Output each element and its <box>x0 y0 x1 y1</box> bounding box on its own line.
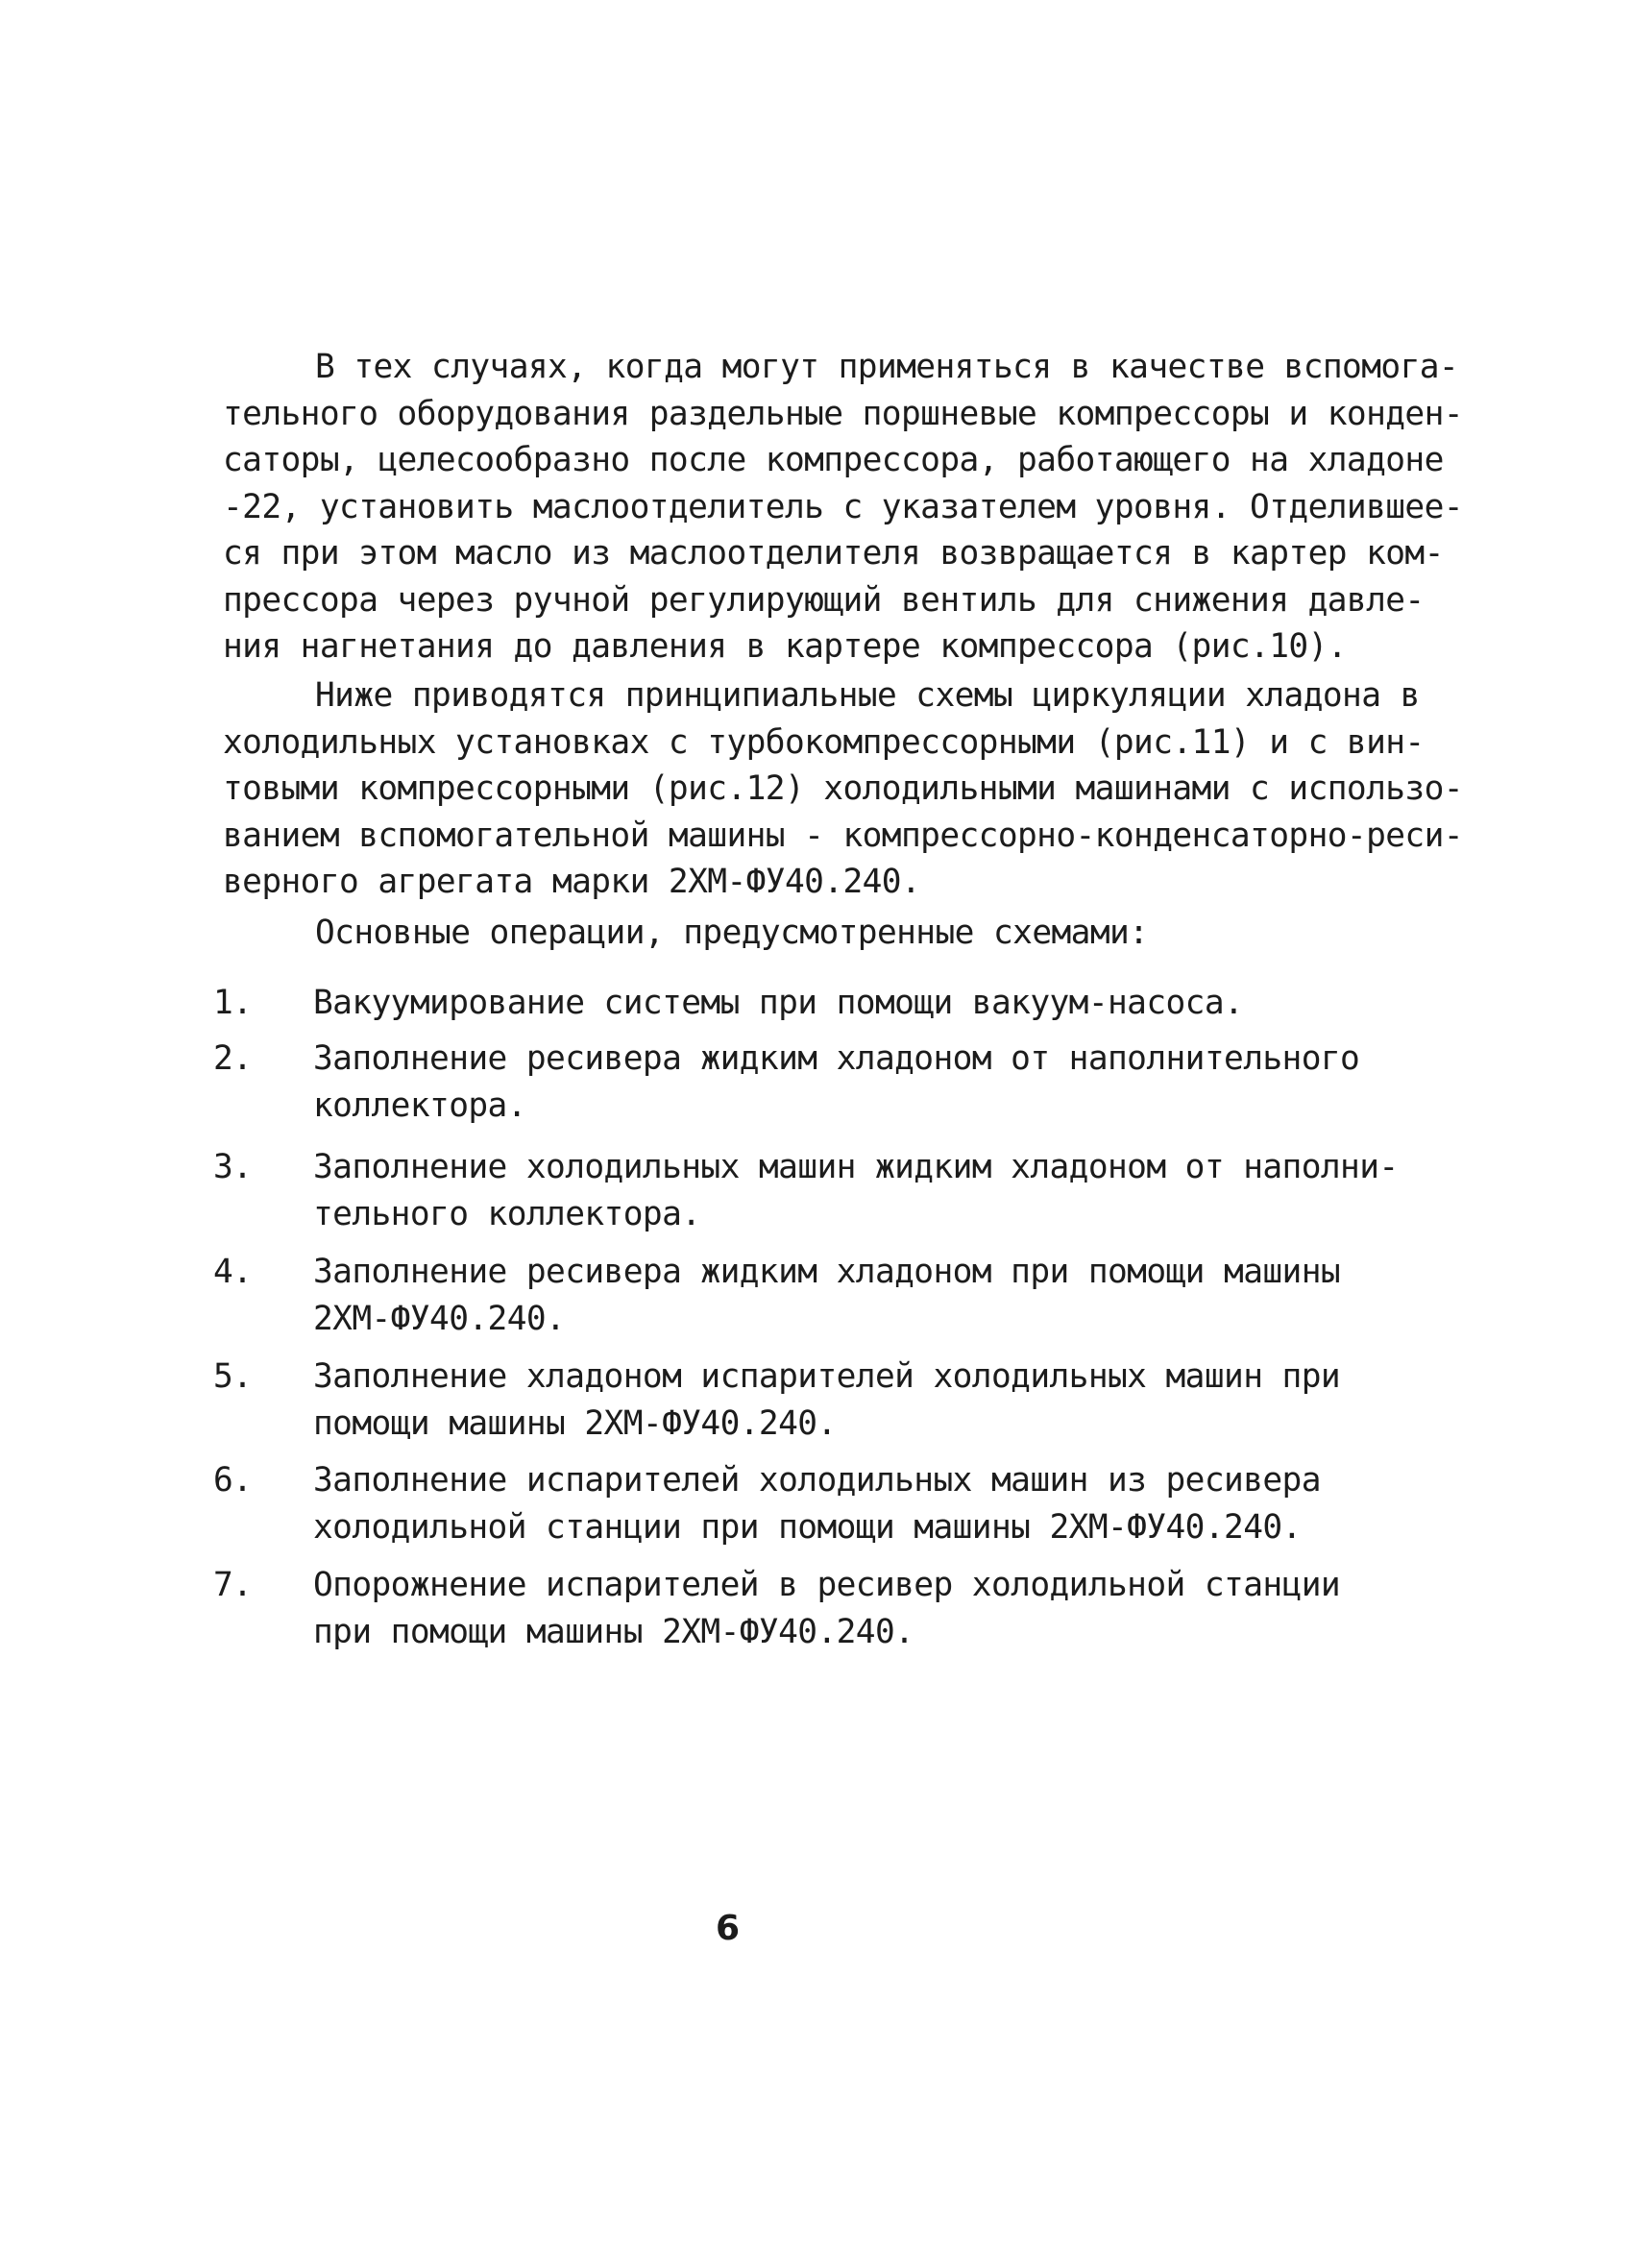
heading-text: Основные операции, предусмотренные схемами: <box>315 914 1149 952</box>
page-number: 6 <box>716 1909 741 1948</box>
operations-heading <box>223 910 1414 957</box>
operation-text: Заполнение хладоном испарителей холодильных машин при <box>313 1357 1341 1396</box>
operation-text: при помощи машины 2ХМ-ФУ40.240. <box>313 1612 914 1651</box>
operation-item <box>213 1036 1360 1129</box>
operation-item <box>213 980 1244 1027</box>
operation-item <box>213 1562 1341 1655</box>
paragraph-line: прессора через ручной регулирующий вентиль для снижения давле- <box>223 580 1425 620</box>
operation-item <box>213 1249 1341 1342</box>
operation-text: Заполнение ресивера жидким хладоном от наполнительного <box>313 1039 1360 1078</box>
intro-paragraph <box>223 344 1463 671</box>
operation-number: 1. <box>213 984 253 1022</box>
operation-number: 5. <box>213 1357 253 1396</box>
operation-text: Вакуумирование системы при помощи вакуум-насоса. <box>313 984 1244 1022</box>
operation-number: 4. <box>213 1253 253 1291</box>
operation-item <box>213 1144 1399 1237</box>
paragraph-line: верного агрегата марки 2ХМ-ФУ40.240. <box>223 863 921 901</box>
operation-text: тельного коллектора. <box>313 1194 701 1233</box>
paragraph-line: холодильных установках с турбокомпрессорными (рис.11) и с вин- <box>223 722 1425 762</box>
operation-item <box>213 1457 1321 1550</box>
paragraph-line: -22, установить маслоотделитель с указателем уровня. Отделившее- <box>223 487 1463 526</box>
paragraph-line: ванием вспомогательной машины - компрессорно-конденсаторно-реси- <box>223 816 1463 855</box>
operation-text: коллектора. <box>313 1085 526 1125</box>
operation-number: 7. <box>213 1566 253 1604</box>
paragraph-line: В тех случаях, когда могут применяться в качестве вспомога- <box>315 348 1459 386</box>
operation-text: Опорожнение испарителей в ресивер холодильной станции <box>313 1566 1341 1604</box>
paragraph-line: товыми компрессорными (рис.12) холодильными машинами с использо- <box>223 769 1463 808</box>
operation-text: помощи машины 2ХМ-ФУ40.240. <box>313 1403 837 1443</box>
operation-number: 2. <box>213 1039 253 1078</box>
operation-number: 3. <box>213 1148 253 1186</box>
operation-item <box>213 1353 1341 1447</box>
paragraph-line: тельного оборудования раздельные поршневые компрессоры и конден- <box>223 394 1463 433</box>
operation-text: Заполнение ресивера жидким хладоном при помощи машины <box>313 1253 1341 1291</box>
operation-text: 2ХМ-ФУ40.240. <box>313 1299 566 1338</box>
operation-text: Заполнение холодильных машин жидким хладоном от наполни- <box>313 1148 1399 1186</box>
paragraph-line: ся при этом масло из маслоотделителя возвращается в картер ком- <box>223 534 1444 573</box>
paragraph-line: Ниже приводятся принципиальные схемы циркуляции хладона в <box>315 676 1420 715</box>
operation-text: Заполнение испарителей холодильных машин из ресивера <box>313 1461 1321 1500</box>
paragraph-line: ния нагнетания до давления в картере компрессора (рис.10). <box>223 627 1347 666</box>
operation-number: 6. <box>213 1461 253 1500</box>
schemes-paragraph <box>223 672 1463 906</box>
paragraph-line: саторы, целесообразно после компрессора, работающего на хладоне <box>223 441 1444 479</box>
operation-text: холодильной станции при помощи машины 2ХМ-ФУ40.240. <box>313 1507 1302 1547</box>
